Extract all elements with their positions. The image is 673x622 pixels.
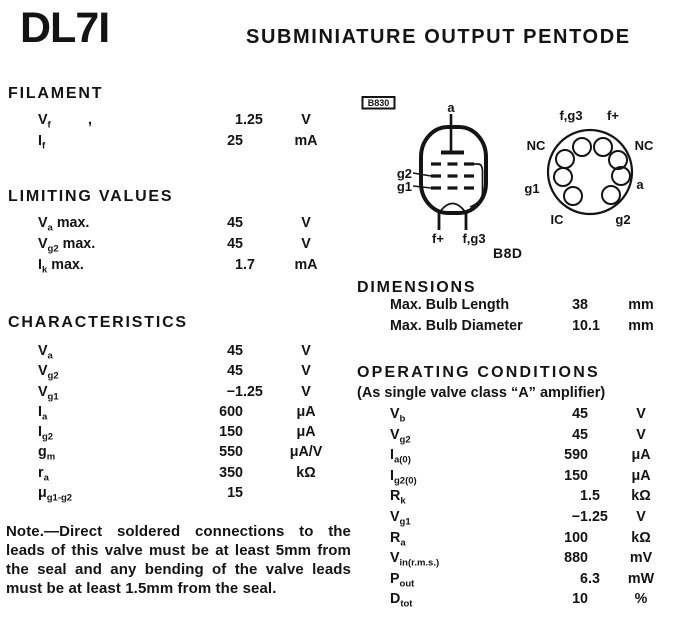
spec-row: [357, 318, 673, 339]
pin: [594, 138, 612, 156]
operating-conditions-heading: OPERATING CONDITIONS: [357, 364, 600, 381]
row-label: $V_{g2}$: [390, 426, 411, 446]
limiting-values-table: [8, 215, 348, 279]
row-unit: μA: [631, 447, 651, 464]
row-unit: V: [301, 112, 311, 128]
dimensions-heading: DIMENSIONS: [357, 279, 477, 296]
row-value: 45: [227, 215, 243, 231]
row-value: 6.3: [580, 570, 600, 587]
spec-row: [357, 571, 673, 592]
spec-row: [357, 447, 673, 468]
spec-row: [357, 550, 673, 571]
row-label: $I_f$: [38, 133, 46, 152]
row-value: 150: [219, 424, 243, 441]
row-unit: mW: [627, 570, 655, 587]
pin: [564, 187, 582, 205]
stray-mark: ,: [88, 112, 92, 128]
grid2-label: g2: [396, 166, 412, 181]
row-unit: μA: [296, 403, 316, 420]
filament-table: [8, 112, 348, 154]
operating-conditions-table: [357, 406, 673, 612]
row-value: 550: [219, 444, 243, 461]
operating-conditions-subheading: (As single valve class “A” amplifier): [357, 385, 606, 401]
page-title: DL7I: [20, 4, 110, 52]
row-label: $r_a$: [38, 464, 49, 484]
row-unit: V: [301, 343, 311, 359]
row-label: Max. Bulb Diameter: [390, 318, 523, 335]
row-unit: mm: [628, 297, 654, 313]
row-label: $V_{in(r.m.s.)}$: [390, 550, 440, 569]
filament-g3-label: f,g3: [462, 231, 486, 246]
spec-row: [8, 112, 348, 133]
row-value: 590: [564, 447, 588, 464]
characteristics-heading: CHARACTERISTICS: [8, 314, 188, 331]
spec-row: [357, 406, 673, 427]
row-value: 150: [564, 467, 588, 484]
row-label: $I_{a(0)}$: [390, 447, 411, 466]
dimensions-table: [357, 297, 673, 339]
note-label: Note.: [6, 523, 44, 540]
spec-row: [357, 297, 673, 318]
spec-row: [357, 509, 673, 530]
spec-row: [357, 530, 673, 551]
spec-row: [8, 236, 348, 257]
row-value: 350: [219, 464, 243, 481]
valve-diagrams: [350, 88, 670, 263]
row-value: 38: [572, 297, 588, 313]
anode-label: a: [447, 100, 455, 115]
grid1-leader: [413, 186, 431, 188]
row-unit: V: [636, 426, 646, 443]
row-unit: kΩ: [631, 488, 651, 505]
spec-row: [357, 427, 673, 448]
spec-row: [8, 343, 348, 363]
row-unit: V: [301, 215, 311, 231]
spec-row: [8, 384, 348, 404]
row-unit: mm: [628, 318, 654, 335]
spec-row: [357, 591, 673, 612]
row-value: −1.25: [226, 383, 263, 400]
pin-label-nc-left: NC: [526, 138, 546, 153]
pin: [556, 150, 574, 168]
pin: [554, 168, 572, 186]
spec-row: [357, 488, 673, 509]
row-label: $V_a$ max.: [38, 215, 90, 234]
row-label: $D_{tot}$: [390, 591, 413, 610]
pin-label-g2: g2: [615, 212, 631, 227]
row-value: −1.25: [571, 508, 608, 525]
row-value: 1.5: [580, 488, 600, 505]
row-label: $V_a$: [38, 343, 53, 362]
row-label: $g_m$: [38, 444, 56, 463]
row-value: 45: [227, 236, 243, 253]
row-value: 600: [219, 403, 243, 420]
spec-row: [8, 424, 348, 444]
row-unit: V: [636, 406, 646, 422]
row-value: 45: [572, 426, 588, 443]
pin: [602, 186, 620, 204]
row-value: 45: [227, 363, 243, 380]
row-unit: V: [301, 363, 311, 380]
row-unit: mA: [294, 133, 318, 150]
spec-row: [8, 133, 348, 154]
note-dash: —: [44, 523, 60, 540]
base-label: B8D: [493, 245, 523, 261]
row-value: 1.7: [235, 257, 255, 274]
spec-row: [357, 468, 673, 489]
row-label: $I_k$ max.: [38, 257, 84, 276]
row-label: $I_a$: [38, 403, 48, 423]
pin-label-nc-right: NC: [634, 138, 654, 153]
row-unit: V: [301, 383, 311, 400]
grid3-connection: [470, 164, 483, 207]
row-value: 1.25: [235, 112, 263, 128]
page-subtitle: SUBMINIATURE OUTPUT PENTODE: [246, 26, 631, 48]
row-label: $V_{g1}$: [38, 383, 59, 403]
limiting-values-heading: LIMITING VALUES: [8, 188, 174, 205]
pin: [609, 151, 627, 169]
row-label: $R_k$: [390, 488, 406, 507]
row-unit: kΩ: [631, 529, 651, 546]
filament-plus-label: f+: [432, 231, 444, 246]
characteristics-table: [8, 343, 348, 505]
note: [6, 522, 351, 598]
row-label: $V_{g2}$: [38, 363, 59, 382]
spec-row: [8, 485, 348, 505]
row-unit: V: [636, 508, 646, 525]
row-value: 10: [572, 591, 588, 608]
row-unit: μA: [631, 467, 651, 484]
row-value: 45: [227, 343, 243, 359]
row-value: 880: [564, 550, 588, 567]
row-value: 45: [572, 406, 588, 422]
pin: [573, 138, 591, 156]
row-label: $V_{g1}$: [390, 508, 411, 528]
row-unit: kΩ: [296, 464, 316, 481]
spec-row: [8, 215, 348, 236]
tube-envelope: [421, 127, 486, 213]
pin-label-ic: IC: [550, 212, 564, 227]
pin-label-a: a: [636, 177, 644, 192]
spec-row: [8, 257, 348, 278]
spec-row: [8, 444, 348, 464]
note-text: Direct soldered connections to the leads of this valve must be at least 5mm from the seal and any bending of the valve leads must be at least 1.5mm from the seal.: [6, 523, 351, 597]
pin-label-fplus: f+: [607, 108, 619, 123]
code-box-label: B830: [367, 98, 390, 109]
row-unit: %: [634, 591, 648, 608]
pin-label-fg3: f,g3: [559, 108, 583, 123]
row-value: 100: [564, 529, 588, 546]
filament-heading: FILAMENT: [8, 85, 104, 102]
grid1-label: g1: [396, 179, 412, 194]
spec-row: [8, 465, 348, 485]
row-value: 10.1: [572, 318, 600, 335]
row-unit: V: [301, 236, 311, 253]
pin: [612, 167, 630, 185]
row-label: $\mu_{g1-g2}$: [38, 485, 73, 504]
row-label: $V_b$: [390, 406, 406, 425]
row-value: 15: [227, 485, 243, 502]
row-label: $V_{g2}$ max.: [38, 236, 96, 255]
row-unit: mV: [629, 550, 653, 567]
row-value: 25: [227, 133, 243, 150]
row-unit: μA: [296, 424, 316, 441]
spec-row: [8, 363, 348, 383]
row-label: $I_{g2(0)}$: [390, 467, 417, 487]
pin-label-g1: g1: [524, 181, 540, 196]
row-unit: mA: [294, 257, 318, 274]
row-label: $R_a$: [390, 529, 406, 549]
row-label: $V_f$: [38, 112, 51, 131]
row-unit: μA/V: [289, 444, 323, 461]
row-label: $I_{g2}$: [38, 424, 54, 443]
spec-row: [8, 404, 348, 424]
row-label: Max. Bulb Length: [390, 297, 510, 313]
row-label: $P_{out}$: [390, 570, 415, 590]
